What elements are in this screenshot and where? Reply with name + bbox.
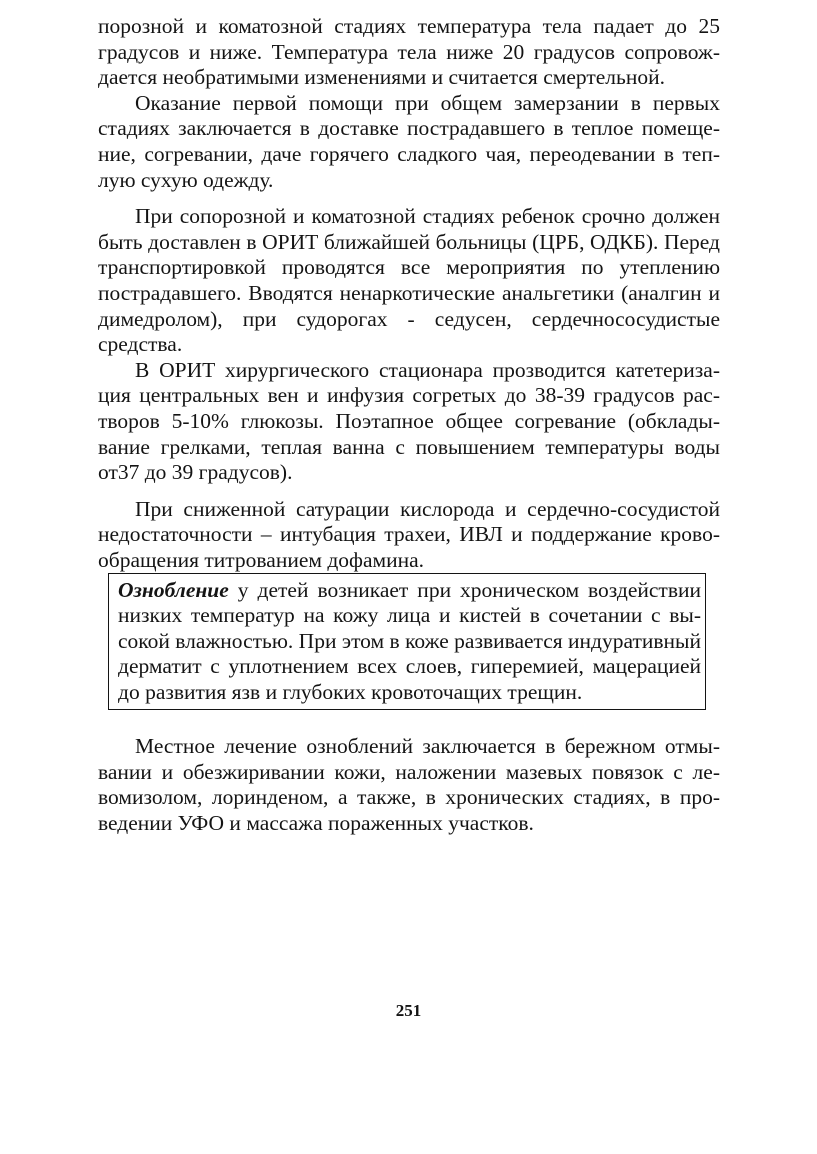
page-number: 251	[395, 1001, 422, 1020]
after-box-text	[98, 734, 720, 836]
paragraph-local-treatment: Местное лечение ознoблений заключается в бережном отмывании и обезжиривании кожи, наложении мазевых повязок с левомизолом, лоринденом, а также, в хронических стадиях, в проведении УФО и массажа пораженных участков.	[98, 734, 720, 835]
paragraph-surgery: В ОРИТ хирургического стационара прозводится катетеризация центральных вен и инфузия согретых до 38-39 градусов растворов 5-10% глюкозы. Поэтапное общее согревание (обкладывание грелками, теплая ванна с повышением температуры воды от37 до 39 градусов).	[98, 357, 720, 485]
paragraph-transport: При сопорозной и коматозной стадиях ребенок срочно должен быть доставлен в ОРИТ ближайшей больницы (ЦРБ, ОДКБ). Перед транспортировкой проводятся все мероприятия по утеплению пострадавшего. Вводятся ненаркотические анальгетики (аналгин и димедролом), при судорогах - седусен, сердечнососудистые средства.	[98, 204, 720, 357]
paragraph-first-aid: Оказание первой помощи при общем замерзании в первых стадиях заключается в доставке пострадавшего в теплое помещение, согревании, даче горячего сладкого чая, переодевании в теплую сухую одежду.	[98, 90, 720, 192]
definition-body: у детей возникает при хроническом воздействии низких температур на кожу лица и кистей в сочетании с высокой влажностью. При этом в коже развивается индуративный дерматит с уплотнением всех слоев, гиперемией, мацерацией до развития язв и глубоких кровоточащих трещин.	[118, 578, 701, 704]
definition-term: Ознобление	[118, 578, 229, 602]
main-text	[98, 14, 720, 573]
paragraph-ventilation: При сниженной сатурации кислорода и сердечно-сосудистой недостаточности – интубация трахеи, ИВЛ и поддержание кровообращения титрованием дофамина.	[98, 496, 720, 572]
definition-text	[118, 578, 701, 705]
definition-box	[108, 573, 706, 710]
paragraph-continuation: порозной и коматозной стадиях температура тела падает до 25 градусов и ниже. Температура тела ниже 20 градусов сопровождается необратимыми изменениями и считается смертельной.	[98, 14, 720, 90]
